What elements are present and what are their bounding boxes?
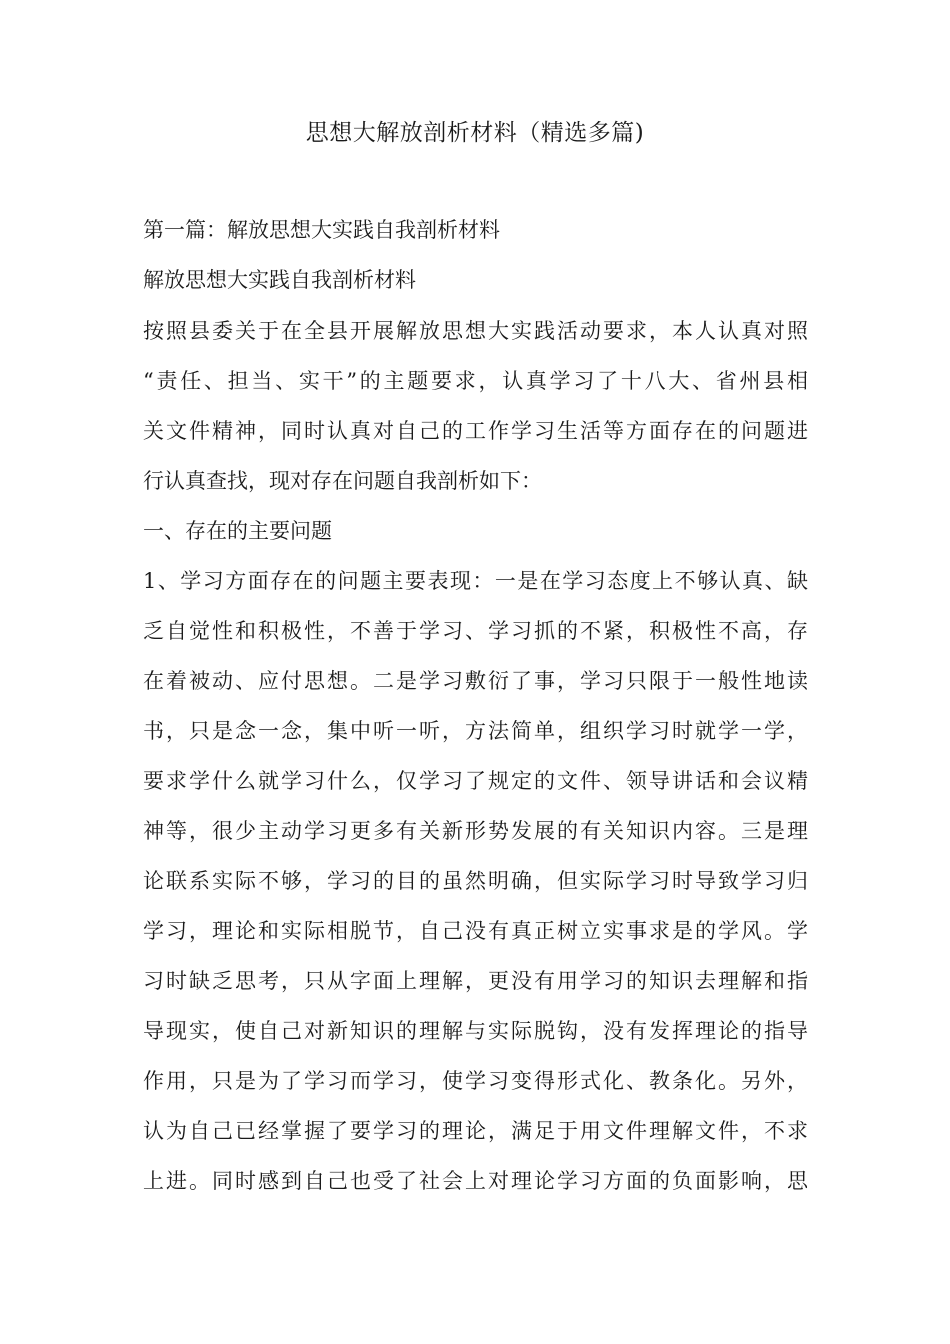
text-line: 作用，只是为了学习而学习，使学习变得形式化、教条化。另外， — [143, 1069, 808, 1093]
text-line: 学习，理论和实际相脱节，自己没有真正树立实事求是的学风。学 — [143, 919, 808, 943]
text-line: 解放思想大实践自我剖析材料 — [143, 268, 416, 292]
text-line: 关文件精神，同时认真对自己的工作学习生活等方面存在的问题进 — [143, 419, 808, 443]
document-title: 思想大解放剖析材料（精选多篇) — [305, 120, 645, 146]
text-line: 论联系实际不够，学习的目的虽然明确，但实际学习时导致学习归 — [143, 869, 808, 893]
text-line: 第一篇：解放思想大实践自我剖析材料 — [143, 218, 500, 242]
text-line: “责任、担当、实干”的主题要求，认真学习了十八大、省州县相 — [143, 369, 808, 393]
text-line: 1、学习方面存在的问题主要表现：一是在学习态度上不够认真、缺 — [143, 569, 808, 593]
text-line: 在着被动、应付思想。二是学习敷衍了事，学习只限于一般性地读 — [143, 669, 808, 693]
text-line: 乏自觉性和积极性，不善于学习、学习抓的不紧，积极性不高，存 — [143, 619, 808, 643]
text-line: 习时缺乏思考，只从字面上理解，更没有用学习的知识去理解和指 — [143, 969, 808, 993]
text-line: 行认真查找，现对存在问题自我剖析如下： — [143, 469, 542, 493]
text-line: 要求学什么就学习什么，仅学习了规定的文件、领导讲话和会议精 — [143, 769, 808, 793]
text-line: 一、存在的主要问题 — [143, 519, 332, 543]
text-line: 上进。同时感到自己也受了社会上对理论学习方面的负面影响，思 — [143, 1169, 808, 1193]
text-line: 导现实，使自己对新知识的理解与实际脱钩，没有发挥理论的指导 — [143, 1019, 808, 1043]
text-line: 按照县委关于在全县开展解放思想大实践活动要求，本人认真对照 — [143, 319, 808, 343]
text-line: 书，只是念一念，集中听一听，方法简单，组织学习时就学一学， — [143, 719, 808, 743]
text-line: 神等，很少主动学习更多有关新形势发展的有关知识内容。三是理 — [143, 819, 808, 843]
text-line: 认为自己已经掌握了要学习的理论，满足于用文件理解文件，不求 — [143, 1119, 808, 1143]
